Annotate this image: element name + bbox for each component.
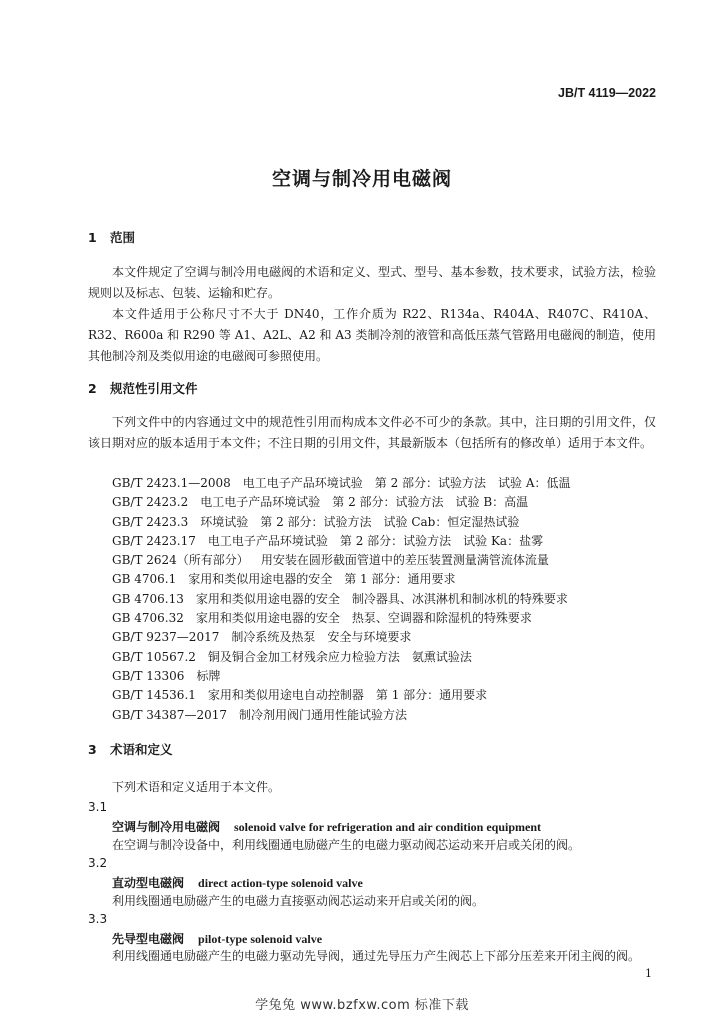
reference-item [112,648,571,667]
reference-item [112,551,571,570]
section-3-intro: 下列术语和定义适用于本文件。 [112,780,281,794]
reference-code: GB/T 2624（所有部分） [112,553,249,568]
reference-title: 制冷系统及热泵 安全与环境要求 [231,630,412,645]
term-heading [112,874,363,891]
section-title: 术语和定义 [110,742,173,757]
reference-title: 制冷剂用阀门通用性能试验方法 [238,707,407,722]
reference-code: GB 4706.1 [112,572,177,587]
term-english: solenoid valve for refrigeration and air condition equipment [234,820,542,834]
section-1-paragraph-1: 本文件规定了空调与制冷用电磁阀的术语和定义、型式、型号、基本参数，技术要求，试验方法，检验规则以及标志、包装、运输和贮存。 [88,265,656,300]
reference-title: 家用和类似用途电自动控制器 第 1 部分：通用要求 [207,688,488,703]
term-number: 3.3 [88,912,108,926]
footer-watermark: 学兔兔 www.bzfxw.com 标准下载 [255,998,469,1013]
reference-code: GB/T 34387—2017 [112,707,227,722]
term-definition: 在空调与制冷设备中，利用线圈通电励磁产生的电磁力驱动阀芯运动来开启或关闭的阀。 [112,838,581,852]
reference-code: GB/T 14536.1 [112,688,196,703]
reference-title: 家用和类似用途电器的安全 热泵、空调器和除湿机的特殊要求 [195,611,532,626]
reference-title: 电工电子产品环境试验 第 2 部分：试验方法 试验 Ka：盐雾 [207,533,544,548]
section-3-heading [88,740,173,758]
reference-title: 电工电子产品环境试验 第 2 部分：试验方法 试验 B：高温 [200,495,529,510]
document-title: 空调与制冷用电磁阀 [271,168,452,190]
reference-title: 铜及铜合金加工材残余应力检验方法 氨熏试验法 [207,649,472,664]
section-title: 范围 [110,230,136,245]
reference-item [112,667,571,686]
term-chinese: 直动型电磁阀 [112,876,185,890]
term-chinese: 空调与制冷用电磁阀 [112,820,221,834]
reference-title: 标牌 [196,668,221,683]
term-number: 3.1 [88,800,108,814]
section-number: 3 [88,742,97,757]
reference-item [112,706,571,725]
reference-item [112,513,571,532]
reference-item [112,686,571,705]
reference-title: 用安装在圆形截面管道中的差压装置测量满管流体流量 [260,553,549,568]
term-definition: 利用线圈通电励磁产生的电磁力直接驱动阀芯运动来开启或关闭的阀。 [112,894,485,908]
reference-title: 环境试验 第 2 部分：试验方法 试验 Cab：恒定湿热试验 [200,514,520,529]
term-english: direct action-type solenoid valve [198,876,363,890]
reference-code: GB/T 2423.17 [112,533,196,548]
reference-item [112,609,571,628]
section-title: 规范性引用文件 [110,381,198,396]
reference-item [112,474,571,493]
term-chinese: 先导型电磁阀 [112,932,185,946]
reference-item [112,570,571,589]
section-1-paragraph-2: 本文件适用于公称尺寸不大于 DN40，工作介质为 R22、R134a、R404A、R407C、R410A、R32、R600a 和 R290 等 A1、A2L、A2 和 A3 类制冷剂的液管和高低压蒸气管路用电磁阀的制造，使用其他制冷剂及类似用途的电磁阀可参照使用。 [88,307,656,363]
term-english: pilot-type solenoid valve [198,932,323,946]
reference-code: GB/T 2423.1—2008 [112,476,231,490]
term-number: 3.2 [88,856,108,870]
reference-code: GB 4706.13 [112,591,184,606]
reference-item [112,532,571,551]
section-number: 1 [88,230,97,245]
reference-code: GB/T 9237—2017 [112,630,220,645]
reference-code: GB 4706.32 [112,611,184,626]
reference-title: 家用和类似用途电器的安全 制冷器具、冰淇淋机和制冰机的特殊要求 [195,591,568,606]
term-heading [112,930,322,947]
reference-item [112,590,571,609]
reference-item [112,628,571,647]
section-2-intro: 下列文件中的内容通过文中的规范性引用而构成本文件必不可少的条款。其中，注日期的引用文件，仅该日期对应的版本适用于本文件；不注日期的引用文件，其最新版本（包括所有的修改单）适用于本文件。 [88,415,656,450]
section-1-heading [88,228,135,246]
reference-code: GB/T 2423.3 [112,514,189,529]
standard-number: JB/T 4119—2022 [558,86,656,100]
term-definition: 利用线圈通电励磁产生的电磁力驱动先导阀，通过先导压力产生阀芯上下部分压差来开闭主阀的阀。 [112,949,641,963]
section-2-heading [88,379,198,397]
normative-references-list [112,474,571,725]
section-number: 2 [88,381,97,396]
reference-title: 电工电子产品环境试验 第 2 部分：试验方法 试验 A：低温 [242,476,571,490]
reference-code: GB/T 13306 [112,668,185,683]
reference-code: GB/T 10567.2 [112,649,196,664]
reference-title: 家用和类似用途电器的安全 第 1 部分：通用要求 [188,572,456,587]
reference-code: GB/T 2423.2 [112,495,189,510]
page-number: 1 [645,967,652,980]
reference-item [112,493,571,512]
term-heading [112,818,541,835]
